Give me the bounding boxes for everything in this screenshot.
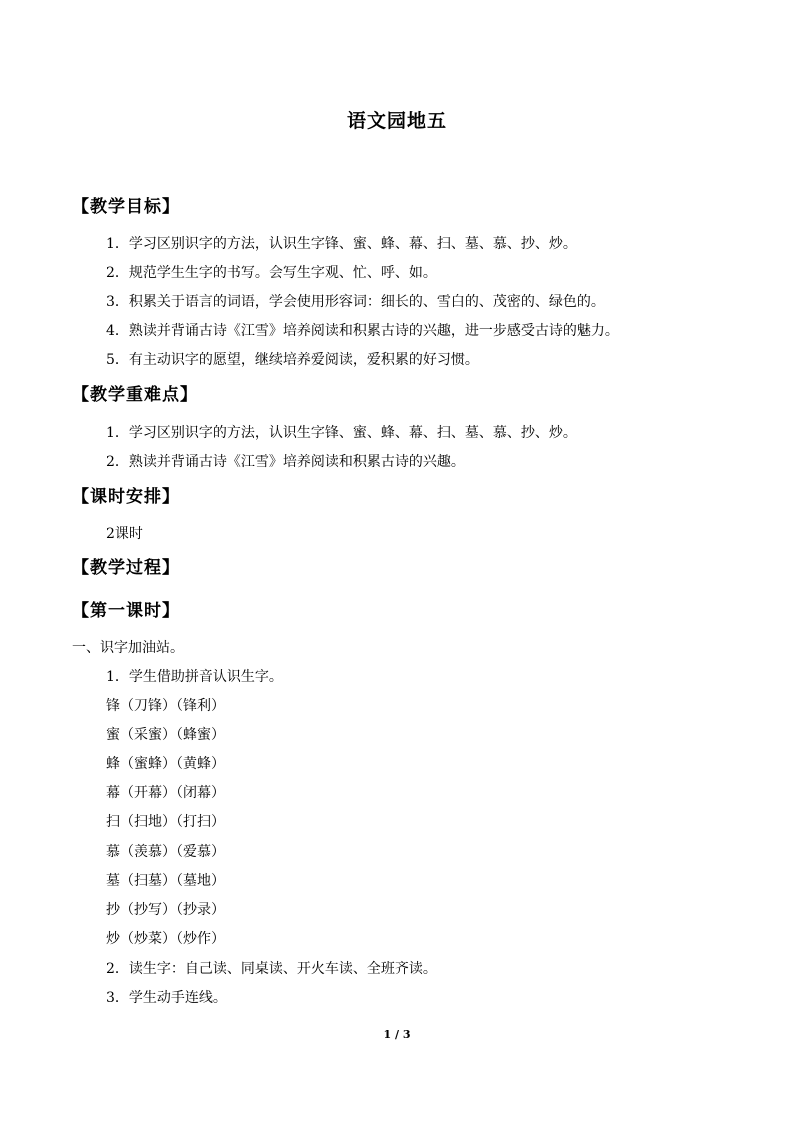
lesson-line: 3．学生动手连线。 [106,990,227,1006]
lesson-line: 幕（开幕）（闭幕） [106,785,225,801]
section-heading-process: 【教学过程】 [72,558,180,578]
part-title: 一、识字加油站。 [72,640,184,656]
lesson-line: 蜜（采蜜）（蜂蜜） [106,727,225,743]
lesson-line: 抄（抄写）（抄录） [106,902,225,918]
section-heading-key-points: 【教学重难点】 [72,385,198,405]
lesson-line: 墓（扫墓）（墓地） [106,873,225,889]
section-heading-schedule: 【课时安排】 [72,487,180,507]
page-number: 1 / 3 [383,1028,411,1041]
goal-item: 3．积累关于语言的词语，学会使用形容词：细长的、雪白的、茂密的、绿色的。 [106,294,605,310]
lesson-line: 2．读生字：自己读、同桌读、开火车读、全班齐读。 [106,961,437,977]
lesson-line: 炒（炒菜）（炒作） [106,931,225,947]
section-heading-lesson1: 【第一课时】 [72,601,180,621]
goal-item: 5．有主动识字的愿望，继续培养爱阅读，爱积累的好习惯。 [106,352,479,368]
goal-item: 2．规范学生生字的书写。会写生字观、忙、呼、如。 [106,265,437,281]
goal-item: 4．熟读并背诵古诗《江雪》培养阅读和积累古诗的兴趣，进一步感受古诗的魅力。 [106,323,619,339]
lesson-line: 1．学生借助拼音认识生字。 [106,669,283,685]
page-title: 语文园地五 [346,110,447,132]
lesson-line: 扫（扫地）（打扫） [106,814,225,830]
lesson-line: 慕（羡慕）（爱慕） [106,844,225,860]
key-point-item: 1．学习区别识字的方法，认识生字锋、蜜、蜂、幕、扫、墓、慕、抄、炒。 [106,425,577,441]
schedule-text: 2课时 [106,526,143,542]
lesson-line: 锋（刀锋）（锋利） [106,698,225,714]
goal-item: 1．学习区别识字的方法，认识生字锋、蜜、蜂、幕、扫、墓、慕、抄、炒。 [106,236,577,252]
lesson-line: 蜂（蜜蜂）（黄蜂） [106,756,225,772]
key-point-item: 2．熟读并背诵古诗《江雪》培养阅读和积累古诗的兴趣。 [106,454,465,470]
section-heading-goals: 【教学目标】 [72,197,180,217]
